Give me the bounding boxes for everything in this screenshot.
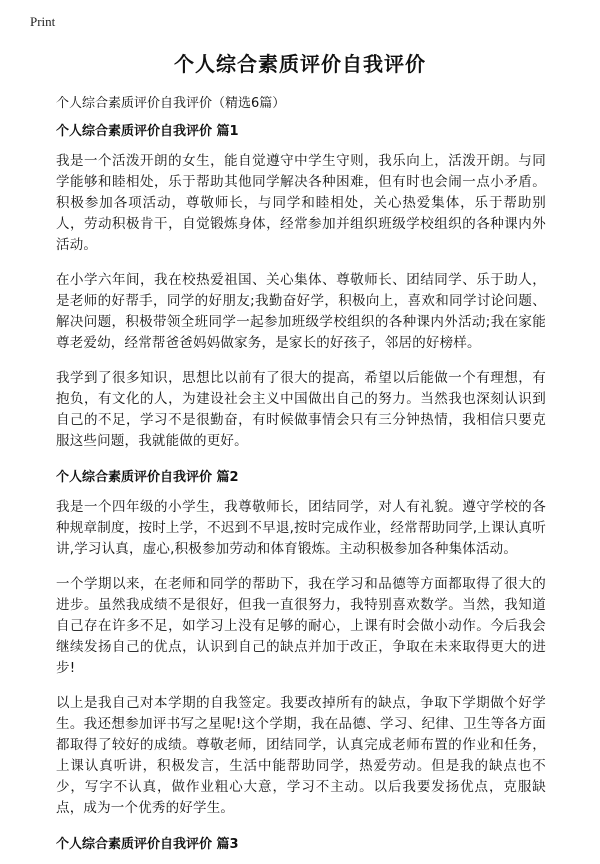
page-title: 个人综合素质评价自我评价	[174, 52, 426, 76]
section	[56, 120, 546, 452]
section-heading: 个人综合素质评价自我评价 篇1	[56, 124, 239, 139]
section	[56, 466, 546, 819]
paragraph: 以上是我自己对本学期的自我签定。我要改掉所有的缺点，争取下学期做个好学生。我还想参加评书写之星呢!这个学期，我在品德、学习、纪律、卫生等各方面都取得了较好的成绩。尊敬老师，团结同学，认真完成老师布置的作业和任务，上课认真听讲，积极发言，生活中能帮助同学，热爱劳动。但是我的缺点也不少，写字不认真，做作业粗心大意，学习不主动。以后我要发扬优点，克服缺点，成为一个优秀的好学生。	[56, 695, 546, 816]
section	[56, 833, 546, 852]
section-heading: 个人综合素质评价自我评价 篇3	[56, 837, 239, 852]
paragraph: 我学到了很多知识，思想比以前有了很大的提高，希望以后能做一个有理想，有抱负，有文化的人，为建设社会主义中国做出自己的努力。当然我也深刻认识到自己的不足，学习不是很勤奋，有时候做事情会只有三分钟热情，我相信只要克服这些问题，我就能做的更好。	[56, 370, 546, 449]
paragraph: 在小学六年间，我在校热爱祖国、关心集体、尊敬师长、团结同学、乐于助人，是老师的好帮手，同学的好朋友;我勤奋好学，积极向上，喜欢和同学讨论问题、解决问题，积极带领全班同学一起参加班级学校组织的各种课内外活动;我在家能尊老爱幼，经常帮爸爸妈妈做家务，是家长的好孩子，邻居的好榜样。	[56, 272, 546, 351]
paragraph: 一个学期以来，在老师和同学的帮助下，我在学习和品德等方面都取得了很大的进步。虽然我成绩不是很好，但我一直很努力，我特别喜欢数学。当然，我知道自己存在许多不足，如学习上没有足够的耐心，上课有时会做小动作。今后我会继续发扬自己的优点，认识到自己的缺点并加于改正，争取在未来取得更大的进步!	[56, 576, 546, 676]
print-label: Print	[30, 14, 56, 29]
paragraph: 我是一个活泼开朗的女生，能自觉遵守中学生守则，我乐向上，活泼开朗。与同学能够和睦相处，乐于帮助其他同学解决各种困难，但有时也会闹一点小矛盾。积极参加各项活动，尊敬师长，与同学和睦相处，关心热爱集体，乐于帮助别人，劳动积极肯干，自觉锻炼身体，经常参加并组织班级学校组织的各种课内外活动。	[56, 153, 546, 253]
paragraph: 我是一个四年级的小学生，我尊敬师长，团结同学，对人有礼貌。遵守学校的各种规章制度，按时上学，不迟到不早退,按时完成作业，经常帮助同学,上课认真听讲,学习认真，虚心,积极参加劳动和体育锻炼。主动积极参加各种集体活动。	[56, 499, 546, 557]
section-heading: 个人综合素质评价自我评价 篇2	[56, 470, 239, 485]
document-body	[56, 120, 546, 864]
page-subtitle: 个人综合素质评价自我评价（精选6篇）	[56, 96, 286, 111]
